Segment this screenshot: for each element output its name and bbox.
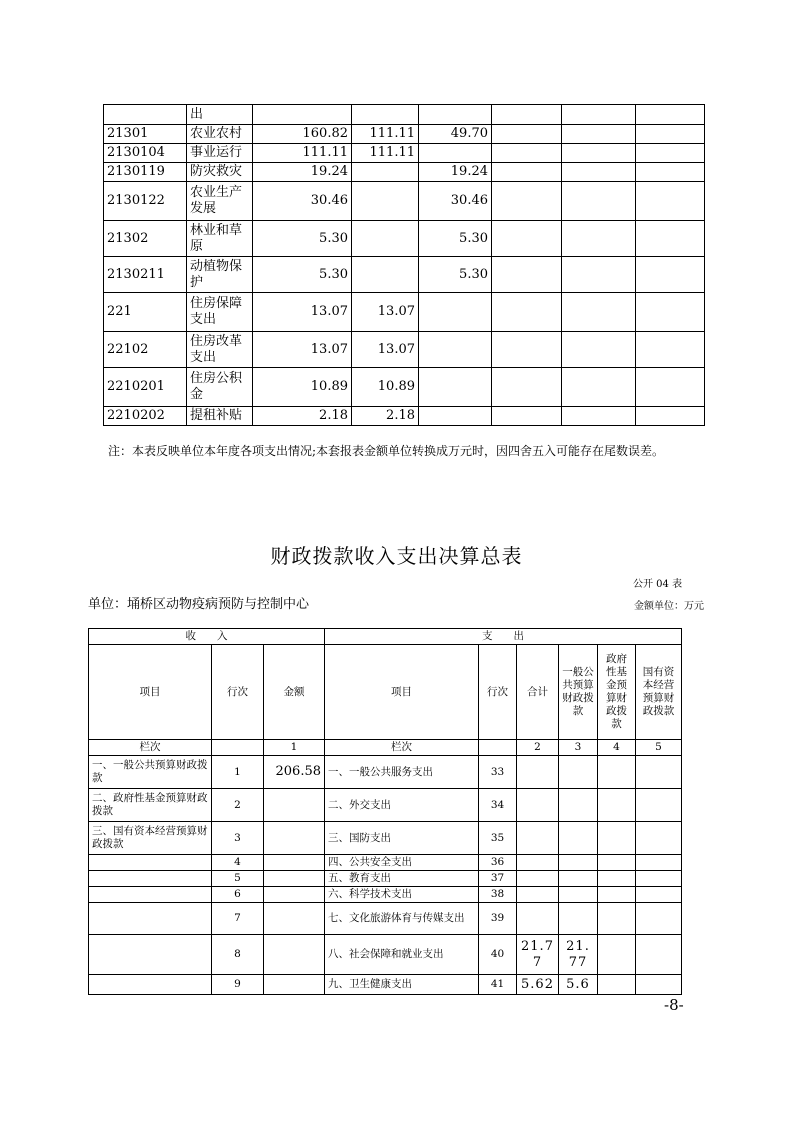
income-row-no: 2 bbox=[212, 789, 264, 822]
row-value bbox=[352, 105, 419, 125]
row-value bbox=[636, 144, 705, 163]
income-row-no: 1 bbox=[212, 756, 264, 789]
row-value bbox=[492, 182, 562, 221]
expense-general bbox=[559, 789, 598, 822]
income-row-no: 4 bbox=[212, 855, 264, 871]
expense-fund bbox=[598, 975, 636, 995]
expense-header: 支 出 bbox=[325, 629, 682, 645]
header-item2: 项目 bbox=[325, 645, 479, 740]
income-item: 一、一般公共预算财政拨款 bbox=[89, 756, 212, 789]
row-value bbox=[352, 182, 419, 221]
expense-item: 五、教育支出 bbox=[325, 871, 479, 887]
row-name: 住房公积金 bbox=[187, 368, 253, 407]
table-row bbox=[89, 871, 682, 887]
row-name: 农业农村 bbox=[187, 125, 253, 144]
row-value bbox=[636, 407, 705, 426]
row-value: 111.11 bbox=[253, 144, 352, 163]
row-code: 2130122 bbox=[104, 182, 187, 221]
row-code: 2130104 bbox=[104, 144, 187, 163]
row-value: 111.11 bbox=[352, 125, 419, 144]
income-item bbox=[89, 935, 212, 975]
row-value bbox=[352, 221, 419, 257]
expense-row-no: 36 bbox=[479, 855, 517, 871]
row-value bbox=[562, 293, 636, 332]
expense-fund bbox=[598, 855, 636, 871]
row-value bbox=[636, 221, 705, 257]
row-value: 10.89 bbox=[352, 368, 419, 407]
col-2: 2 bbox=[517, 740, 559, 756]
table-row bbox=[89, 855, 682, 871]
row-value bbox=[492, 144, 562, 163]
expense-row-no: 39 bbox=[479, 903, 517, 935]
expense-item: 一、一般公共服务支出 bbox=[325, 756, 479, 789]
income-amount bbox=[264, 903, 325, 935]
expense-general bbox=[559, 822, 598, 855]
header-total: 合计 bbox=[517, 645, 559, 740]
income-header: 收 入 bbox=[89, 629, 325, 645]
row-value bbox=[492, 257, 562, 293]
row-value bbox=[636, 125, 705, 144]
income-row-no: 9 bbox=[212, 975, 264, 995]
income-amount bbox=[264, 855, 325, 871]
row-value: 49.70 bbox=[419, 125, 492, 144]
row-code: 2130211 bbox=[104, 257, 187, 293]
expense-state bbox=[636, 789, 682, 822]
row-value: 5.30 bbox=[419, 221, 492, 257]
row-name: 出 bbox=[187, 105, 253, 125]
table-row bbox=[89, 975, 682, 995]
row-value: 111.11 bbox=[352, 144, 419, 163]
table-row bbox=[104, 182, 705, 221]
table-row bbox=[89, 903, 682, 935]
row-code: 22102 bbox=[104, 332, 187, 368]
row-name: 防灾救灾 bbox=[187, 163, 253, 182]
row-value bbox=[636, 105, 705, 125]
row-value: 13.07 bbox=[253, 332, 352, 368]
row-value: 13.07 bbox=[253, 293, 352, 332]
row-value bbox=[636, 257, 705, 293]
expense-general bbox=[559, 871, 598, 887]
table-row bbox=[104, 407, 705, 426]
row-code: 2210201 bbox=[104, 368, 187, 407]
header-row-no: 行次 bbox=[212, 645, 264, 740]
col-label2: 栏次 bbox=[325, 740, 479, 756]
expense-row-no: 40 bbox=[479, 935, 517, 975]
table-row bbox=[104, 105, 705, 125]
expense-fund bbox=[598, 822, 636, 855]
expense-item: 二、外交支出 bbox=[325, 789, 479, 822]
row-value bbox=[352, 257, 419, 293]
row-value: 5.30 bbox=[253, 221, 352, 257]
row-name: 提租补贴 bbox=[187, 407, 253, 426]
col-3: 3 bbox=[559, 740, 598, 756]
expense-fund bbox=[598, 871, 636, 887]
table-row bbox=[89, 935, 682, 975]
expense-total bbox=[517, 871, 559, 887]
page-number: -8- bbox=[664, 996, 684, 1014]
row-value bbox=[419, 368, 492, 407]
expense-fund bbox=[598, 887, 636, 903]
row-code: 21302 bbox=[104, 221, 187, 257]
row-name: 住房改革支出 bbox=[187, 332, 253, 368]
row-code bbox=[104, 105, 187, 125]
row-value bbox=[492, 407, 562, 426]
row-value bbox=[562, 105, 636, 125]
table-row bbox=[89, 789, 682, 822]
row-value: 2.18 bbox=[253, 407, 352, 426]
col-1: 1 bbox=[264, 740, 325, 756]
expense-total bbox=[517, 789, 559, 822]
table-row bbox=[104, 163, 705, 182]
row-value bbox=[492, 163, 562, 182]
row-value bbox=[492, 293, 562, 332]
expenditure-detail-table bbox=[103, 104, 705, 426]
row-value bbox=[419, 105, 492, 125]
col-label: 栏次 bbox=[89, 740, 212, 756]
row-value: 19.24 bbox=[253, 163, 352, 182]
expense-total bbox=[517, 756, 559, 789]
expense-state bbox=[636, 935, 682, 975]
table-row bbox=[104, 144, 705, 163]
income-item bbox=[89, 855, 212, 871]
expense-fund bbox=[598, 935, 636, 975]
row-name: 住房保障支出 bbox=[187, 293, 253, 332]
row-value bbox=[492, 105, 562, 125]
expense-item: 九、卫生健康支出 bbox=[325, 975, 479, 995]
table-row bbox=[89, 756, 682, 789]
row-value bbox=[636, 182, 705, 221]
income-item bbox=[89, 903, 212, 935]
row-name: 动植物保护 bbox=[187, 257, 253, 293]
table-row bbox=[104, 293, 705, 332]
income-row-no: 3 bbox=[212, 822, 264, 855]
col-empty2 bbox=[479, 740, 517, 756]
row-value bbox=[636, 163, 705, 182]
income-amount bbox=[264, 871, 325, 887]
row-name: 农业生产发展 bbox=[187, 182, 253, 221]
header-amount: 金额 bbox=[264, 645, 325, 740]
header-fund: 政府性基金预算财政拨款 bbox=[598, 645, 636, 740]
row-value bbox=[419, 293, 492, 332]
row-value bbox=[636, 293, 705, 332]
expense-fund bbox=[598, 756, 636, 789]
row-value bbox=[419, 144, 492, 163]
row-value: 5.30 bbox=[419, 257, 492, 293]
row-value bbox=[352, 163, 419, 182]
header-row-no2: 行次 bbox=[479, 645, 517, 740]
row-value bbox=[562, 163, 636, 182]
income-amount bbox=[264, 887, 325, 903]
col-4: 4 bbox=[598, 740, 636, 756]
row-value bbox=[419, 332, 492, 368]
col-5: 5 bbox=[636, 740, 682, 756]
expense-general: 5.6 bbox=[559, 975, 598, 995]
summary-table bbox=[88, 628, 682, 995]
expense-total bbox=[517, 903, 559, 935]
form-number: 公开 04 表 bbox=[633, 579, 683, 590]
expense-total: 5.62 bbox=[517, 975, 559, 995]
income-amount bbox=[264, 789, 325, 822]
page-title: 财政拨款收入支出决算总表 bbox=[270, 544, 523, 568]
row-value bbox=[562, 332, 636, 368]
income-item bbox=[89, 975, 212, 995]
expense-general bbox=[559, 903, 598, 935]
row-value bbox=[562, 407, 636, 426]
table-row bbox=[104, 368, 705, 407]
row-value bbox=[636, 332, 705, 368]
header-general: 一般公共预算财政拨款 bbox=[559, 645, 598, 740]
row-value bbox=[492, 221, 562, 257]
expense-total bbox=[517, 887, 559, 903]
expense-state bbox=[636, 975, 682, 995]
row-value bbox=[562, 182, 636, 221]
row-value bbox=[492, 332, 562, 368]
expense-row-no: 35 bbox=[479, 822, 517, 855]
expense-fund bbox=[598, 903, 636, 935]
expense-row-no: 38 bbox=[479, 887, 517, 903]
expense-state bbox=[636, 855, 682, 871]
row-value bbox=[562, 221, 636, 257]
expense-state bbox=[636, 871, 682, 887]
money-unit: 金额单位：万元 bbox=[634, 601, 704, 612]
table-note: 注：本表反映单位本年度各项支出情况;本套报表金额单位转换成万元时，因四舍五入可能存在尾数误差。 bbox=[108, 444, 665, 458]
expense-state bbox=[636, 887, 682, 903]
table-row bbox=[104, 221, 705, 257]
income-item: 二、政府性基金预算财政拨款 bbox=[89, 789, 212, 822]
income-item bbox=[89, 871, 212, 887]
expense-row-no: 33 bbox=[479, 756, 517, 789]
header-item: 项目 bbox=[89, 645, 212, 740]
row-value bbox=[562, 125, 636, 144]
table-row bbox=[104, 125, 705, 144]
expense-fund bbox=[598, 789, 636, 822]
row-value: 2.18 bbox=[352, 407, 419, 426]
expense-total: 21.77 bbox=[517, 935, 559, 975]
row-value: 10.89 bbox=[253, 368, 352, 407]
col-empty bbox=[212, 740, 264, 756]
row-name: 林业和草原 bbox=[187, 221, 253, 257]
expense-item: 八、社会保障和就业支出 bbox=[325, 935, 479, 975]
income-item: 三、国有资本经营预算财政拨款 bbox=[89, 822, 212, 855]
income-row-no: 8 bbox=[212, 935, 264, 975]
expense-state bbox=[636, 756, 682, 789]
row-value: 13.07 bbox=[352, 332, 419, 368]
expense-total bbox=[517, 822, 559, 855]
header-state: 国有资本经营预算财政拨款 bbox=[636, 645, 682, 740]
row-value bbox=[562, 368, 636, 407]
row-value: 5.30 bbox=[253, 257, 352, 293]
income-amount bbox=[264, 822, 325, 855]
row-value bbox=[253, 105, 352, 125]
expense-general: 21.77 bbox=[559, 935, 598, 975]
expense-general bbox=[559, 887, 598, 903]
row-value bbox=[419, 407, 492, 426]
table-row bbox=[89, 887, 682, 903]
row-code: 21301 bbox=[104, 125, 187, 144]
row-value: 160.82 bbox=[253, 125, 352, 144]
income-amount bbox=[264, 975, 325, 995]
expense-item: 四、公共安全支出 bbox=[325, 855, 479, 871]
row-value: 13.07 bbox=[352, 293, 419, 332]
income-amount bbox=[264, 935, 325, 975]
row-code: 221 bbox=[104, 293, 187, 332]
row-value bbox=[492, 125, 562, 144]
expense-state bbox=[636, 903, 682, 935]
row-value bbox=[492, 368, 562, 407]
expense-row-no: 37 bbox=[479, 871, 517, 887]
income-row-no: 5 bbox=[212, 871, 264, 887]
expense-state bbox=[636, 822, 682, 855]
expense-row-no: 41 bbox=[479, 975, 517, 995]
row-value bbox=[562, 257, 636, 293]
expense-item: 七、文化旅游体育与传媒支出 bbox=[325, 903, 479, 935]
row-value bbox=[636, 368, 705, 407]
row-value: 30.46 bbox=[253, 182, 352, 221]
row-code: 2210202 bbox=[104, 407, 187, 426]
income-row-no: 6 bbox=[212, 887, 264, 903]
expense-item: 三、国防支出 bbox=[325, 822, 479, 855]
table-row bbox=[89, 822, 682, 855]
income-item bbox=[89, 887, 212, 903]
table-row bbox=[104, 257, 705, 293]
expense-row-no: 34 bbox=[479, 789, 517, 822]
table-row bbox=[104, 332, 705, 368]
reporting-unit: 单位：埇桥区动物疫病预防与控制中心 bbox=[88, 597, 310, 612]
row-value bbox=[562, 144, 636, 163]
row-value: 30.46 bbox=[419, 182, 492, 221]
expense-item: 六、科学技术支出 bbox=[325, 887, 479, 903]
row-name: 事业运行 bbox=[187, 144, 253, 163]
expense-total bbox=[517, 855, 559, 871]
income-row-no: 7 bbox=[212, 903, 264, 935]
row-code: 2130119 bbox=[104, 163, 187, 182]
income-amount: 206.58 bbox=[264, 756, 325, 789]
row-value: 19.24 bbox=[419, 163, 492, 182]
expense-general bbox=[559, 855, 598, 871]
expense-general bbox=[559, 756, 598, 789]
